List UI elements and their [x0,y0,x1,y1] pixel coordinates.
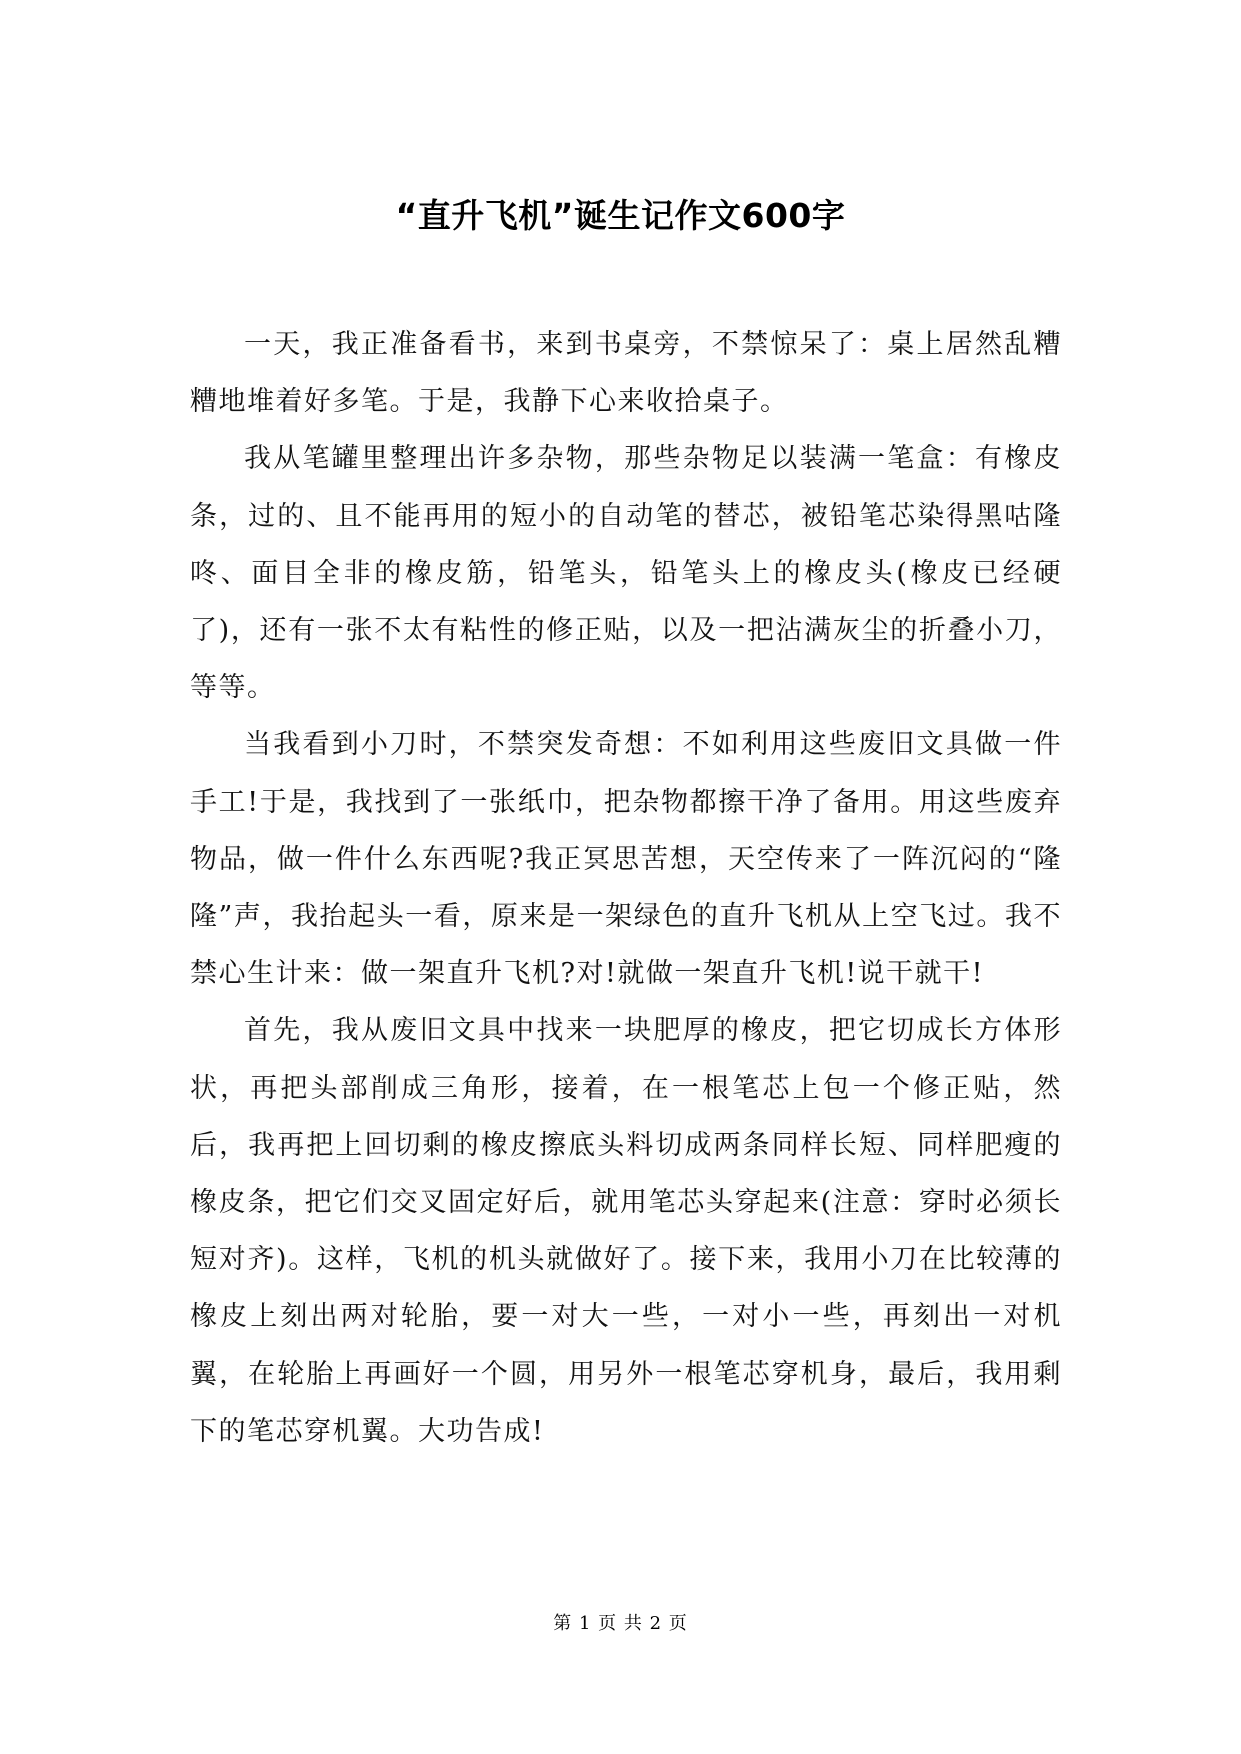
document-title: “直升飞机”诞生记作文600字 [395,196,846,235]
paragraph-3: 当我看到小刀时，不禁突发奇想：不如利用这些废旧文具做一件手工!于是，我找到了一张纸巾，把杂物都擦干净了备用。用这些废弃物品，做一件什么东西呢?我正冥思苦想，天空传来了一阵沉闷的“隆隆”声，我抬起头一看，原来是一架绿色的直升飞机从上空飞过。我不禁心生计来：做一架直升飞机?对!就做一架直升飞机!说干就干! [190,729,1062,990]
paragraph-4: 首先，我从废旧文具中找来一块肥厚的橡皮，把它切成长方体形状，再把头部削成三角形，接着，在一根笔芯上包一个修正贴，然后，我再把上回切剩的橡皮擦底头料切成两条同样长短、同样肥瘦的橡皮条，把它们交叉固定好后，就用笔芯头穿起来(注意：穿时必须长短对齐)。这样，飞机的机头就做好了。接下来，我用小刀在比较薄的橡皮上刻出两对轮胎，要一对大一些，一对小一些，再刻出一对机翼，在轮胎上再画好一个圆，用另外一根笔芯穿机身，最后，我用剩下的笔芯穿机翼。大功告成! [190,1015,1062,1447]
document-body [190,316,1062,1460]
paragraph-1: 一天，我正准备看书，来到书桌旁，不禁惊呆了：桌上居然乱糟糟地堆着好多笔。于是，我静下心来收拾桌子。 [190,329,1062,418]
page-footer: 第 1 页 共 2 页 [553,1613,688,1634]
paragraph-2: 我从笔罐里整理出许多杂物，那些杂物足以装满一笔盒：有橡皮条，过的、且不能再用的短小的自动笔的替芯，被铅笔芯染得黑咕隆咚、面目全非的橡皮筋，铅笔头，铅笔头上的橡皮头(橡皮已经硬了)，还有一张不太有粘性的修正贴，以及一把沾满灰尘的折叠小刀，等等。 [190,443,1062,704]
